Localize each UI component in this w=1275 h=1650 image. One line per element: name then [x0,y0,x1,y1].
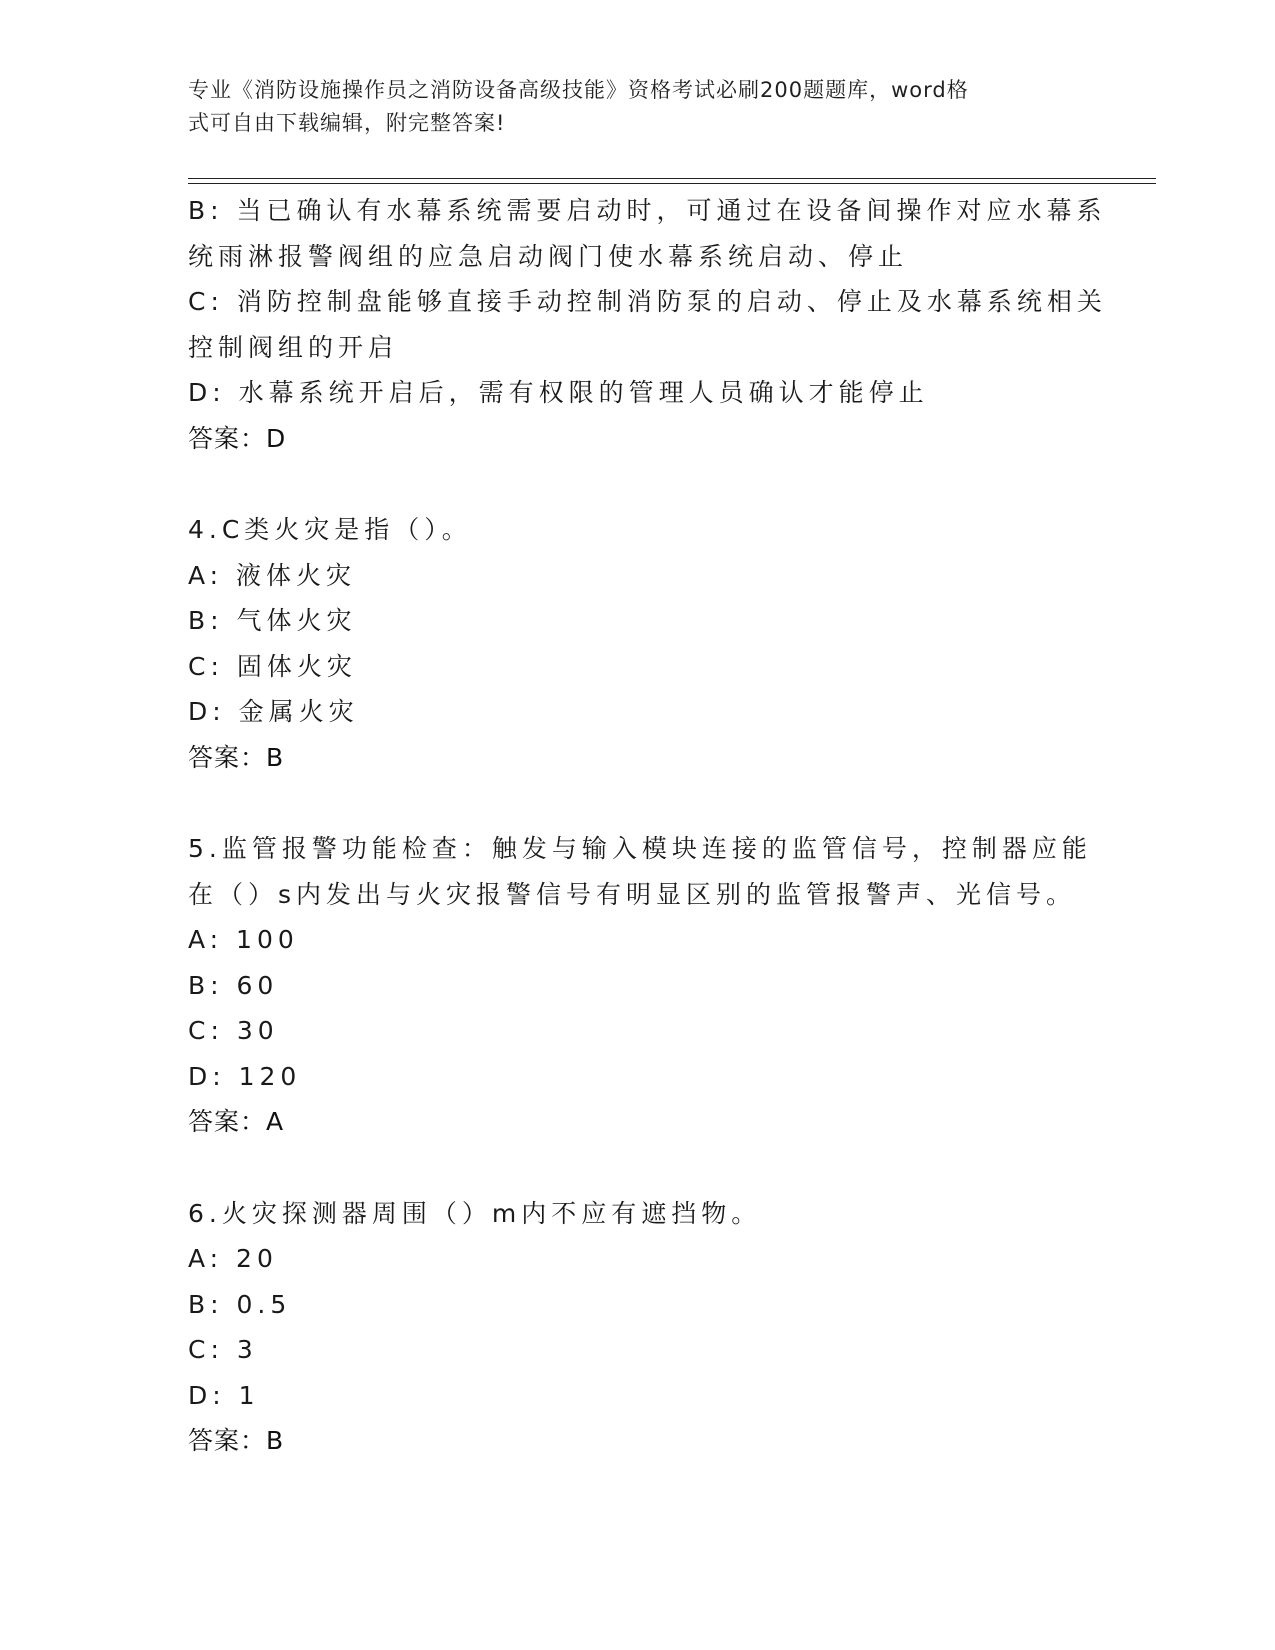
option-d: D: 水幕系统开启后，需有权限的管理人员确认才能停止 [188,378,929,407]
page-header [188,74,1068,140]
option-c: C: 固体火灾 [188,651,357,681]
header-rule-bottom [188,183,1156,184]
document-title-line-1: 专业《消防设施操作员之消防设备高级技能》资格考试必刷200题题库，word格 [188,78,969,102]
option-a: A: 液体火灾 [188,560,357,590]
option-c-line-1: C: 消防控制盘能够直接手动控制消防泵的启动、停止及水幕系统相关 [188,287,1107,316]
question-gap [188,1145,1088,1191]
answer: 答案：D [188,423,287,453]
option-d: D: 120 [188,1061,302,1091]
option-c-line-2: 控制阀组的开启 [188,332,399,362]
document-title-line-2: 式可自由下载编辑，附完整答案! [188,111,506,135]
header-rule-top [188,178,1156,179]
option-a: A: 100 [188,925,299,954]
question-stem-line-1: 5.监管报警功能检查：触发与输入模块连接的监管信号，控制器应能 [188,834,1092,863]
option-a: A: 20 [188,1244,278,1273]
option-c: C: 30 [188,1016,279,1045]
answer: 答案：A [188,1107,285,1136]
question-list [188,188,1107,1464]
option-b: B: 气体火灾 [188,606,357,635]
question-4 [188,507,1088,780]
option-b-line-1: B: 当已确认有水幕系统需要启动时，可通过在设备间操作对应水幕系 [188,196,1107,225]
question-stem: 4.C类火灾是指（）。 [188,515,472,544]
option-b-line-2: 统雨淋报警阀组的应急启动阀门使水幕系统启动、停止 [188,241,909,271]
question-6 [188,1191,1088,1464]
answer: 答案：B [188,1426,285,1455]
option-b: B: 0.5 [188,1289,292,1319]
question-stem: 6.火灾探测器周围（）m内不应有遮挡物。 [188,1198,762,1228]
option-c: C: 3 [188,1335,258,1364]
option-b: B: 60 [188,970,279,1000]
question-gap [188,780,1088,826]
answer: 答案：B [188,742,285,772]
question-5 [188,826,1092,1145]
question-3 [188,188,1107,461]
option-d: D: 1 [188,1380,260,1410]
option-d: D: 金属火灾 [188,697,359,726]
question-stem-line-2: 在（）s内发出与火灾报警信号有明显区别的监管报警声、光信号。 [188,879,1077,909]
question-gap [188,461,1088,507]
